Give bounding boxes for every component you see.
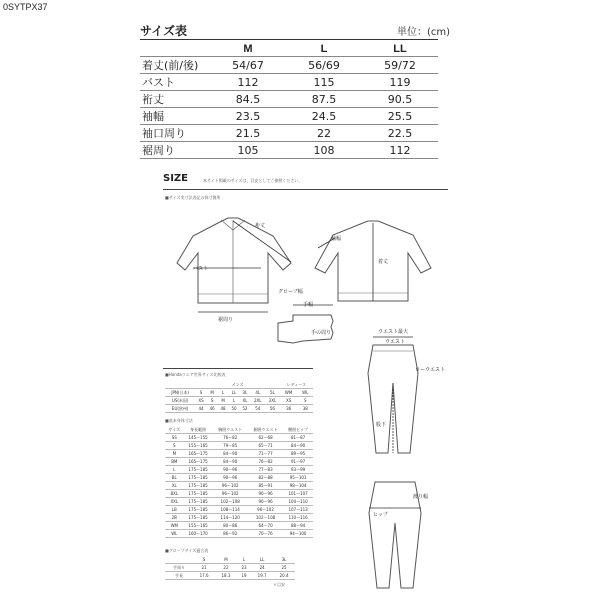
size-row xyxy=(140,108,438,125)
mini-table-cell: 手長 xyxy=(165,572,193,580)
mini-table-cell: 79～85 xyxy=(213,442,248,450)
mini-table-cell: 4L xyxy=(250,389,265,397)
mini-table-cell: SS xyxy=(165,434,184,442)
mini-table-cell: 3L xyxy=(273,556,295,564)
mini-table-cell xyxy=(165,556,193,564)
size-cell: 22.5 xyxy=(362,125,438,142)
mini-table-cell: 101～107 xyxy=(283,490,313,498)
mini-table-cell: WM xyxy=(165,522,184,530)
mini-table-cell: BM xyxy=(165,458,184,466)
body-size-table xyxy=(165,426,313,538)
size-row xyxy=(140,91,438,108)
mini-table-cell: S xyxy=(195,389,206,397)
mini-table-row xyxy=(165,474,313,482)
mini-table-cell: 54 xyxy=(250,405,265,413)
size-cell: 54/67 xyxy=(210,57,286,74)
size-row-label: 裄丈 xyxy=(140,91,210,108)
mini-table-cell: 94～100 xyxy=(283,530,313,538)
mini-table-cell: 48 xyxy=(218,405,229,413)
mini-table-cell: 手周り xyxy=(165,564,193,572)
header-m: M xyxy=(243,42,253,55)
mini-table-cell: 23 xyxy=(237,564,251,572)
mini-table-cell: レディース xyxy=(280,381,313,389)
mini-table-cell: 155～165 xyxy=(184,442,213,450)
size-row-label: バスト xyxy=(140,74,210,91)
mini-table-cell: 胴囲ウエスト xyxy=(248,426,283,434)
size-cell: 90.5 xyxy=(362,91,438,108)
mini-table-cell: 65～71 xyxy=(248,442,283,450)
mini-table-cell: 84～90 xyxy=(213,458,248,466)
mini-table-header xyxy=(165,426,313,434)
mini-table-cell: 2XL xyxy=(250,397,265,405)
mini-table-cell: LB xyxy=(165,506,184,514)
mini-table-cell: 82～88 xyxy=(248,474,283,482)
mini-table-cell: 91～97 xyxy=(283,458,313,466)
mini-table-cell: 93～99 xyxy=(283,466,313,474)
mini-table-row xyxy=(165,530,313,538)
size-cell: 84.5 xyxy=(210,91,286,108)
mini-table-cell: 108～114 xyxy=(213,506,248,514)
mini-table-header xyxy=(165,381,313,389)
size-cell: 23.5 xyxy=(210,108,286,125)
mini-table-cell: 80～86 xyxy=(213,522,248,530)
mini-table-cell: 86～92 xyxy=(213,530,248,538)
unit-label: 単位：(cm) xyxy=(397,27,451,38)
pants-front-drawing xyxy=(348,333,438,458)
sheet-rule-2 xyxy=(163,368,313,369)
mini-table-cell: 18.3 xyxy=(215,572,237,580)
mini-table-cell: 160～170 xyxy=(184,530,213,538)
mini-table-cell: XXL xyxy=(165,498,184,506)
body-section-title: ■基本身体寸法 xyxy=(165,418,193,423)
mini-table-cell: 104～110 xyxy=(283,498,313,506)
size-row xyxy=(140,74,438,91)
size-cell: 59/72 xyxy=(362,57,438,74)
sheet-rule xyxy=(163,189,448,190)
mini-table-row xyxy=(165,450,313,458)
mini-table-cell: XS xyxy=(195,397,206,405)
mini-table-cell: 24 xyxy=(251,564,273,572)
mini-table-cell: 107～113 xyxy=(283,506,313,514)
mini-table-cell: 102～108 xyxy=(248,514,283,522)
glove-section-title: ■グローブサイズ適合表 xyxy=(165,548,209,553)
mini-table-cell: 46 xyxy=(207,405,218,413)
size-cell: 105 xyxy=(210,142,286,159)
mini-table-cell xyxy=(165,381,195,389)
label-low-waist: ローウエスト xyxy=(415,367,446,373)
mini-table-cell: BXL xyxy=(165,490,184,498)
mini-table-cell: US(米国) xyxy=(165,397,195,405)
size-cell: 25.5 xyxy=(362,108,438,125)
mini-table-cell: L xyxy=(229,397,240,405)
label-hand-width: 手幅 xyxy=(303,302,314,308)
measure-section-title: ■サイズ実寸法表記の採寸箇所 xyxy=(165,195,221,200)
size-cell: 112 xyxy=(210,74,286,91)
mini-table-row xyxy=(165,482,313,490)
size-cell: 22 xyxy=(286,125,362,142)
mini-table-row xyxy=(165,389,313,397)
mini-table-cell: 20.4 xyxy=(273,572,295,580)
mini-table-cell: BL xyxy=(165,474,184,482)
mini-table-cell: 81～87 xyxy=(283,434,313,442)
mini-table-cell: L xyxy=(165,466,184,474)
mini-table-cell: 76～82 xyxy=(248,458,283,466)
label-hip: ヒップ xyxy=(373,512,388,518)
label-sleeve-width: 袖幅 xyxy=(331,236,342,242)
mini-table-cell: 5L xyxy=(265,389,280,397)
mini-table-cell: 36 xyxy=(280,405,298,413)
mini-table-cell: LL xyxy=(229,389,240,397)
mini-table-row xyxy=(165,458,313,466)
mini-table-cell: 胸囲ウエスト xyxy=(213,426,248,434)
mini-table-cell: 64～70 xyxy=(248,522,283,530)
mini-table-cell: 165～175 xyxy=(184,450,213,458)
label-glove-width: グローブ幅 xyxy=(278,289,303,295)
mini-table-row xyxy=(165,405,313,413)
mini-table-cell: LL xyxy=(251,556,273,564)
mini-table-cell: 95～101 xyxy=(283,474,313,482)
mini-table-cell: 17.6 xyxy=(193,572,215,580)
mini-table-row xyxy=(165,466,313,474)
mini-table-cell: M xyxy=(215,556,237,564)
label-waist-max: ウエスト最大 xyxy=(378,329,409,335)
mini-table-cell: 175～185 xyxy=(184,506,213,514)
sheet-note: 本サイト掲載のサイズは、目安としてご参照ください。 xyxy=(203,178,303,183)
mini-table-cell: 52 xyxy=(239,405,250,413)
mini-table-row xyxy=(165,556,295,564)
mini-table-cell: 175～185 xyxy=(184,474,213,482)
mini-table-cell: 175～185 xyxy=(184,490,213,498)
mini-table-cell: 90～96 xyxy=(213,466,248,474)
mini-table-cell: 175～185 xyxy=(184,466,213,474)
mini-table-cell: 110～116 xyxy=(283,514,313,522)
size-sheet xyxy=(163,173,448,593)
mini-table-cell: S xyxy=(193,556,215,564)
mini-table-row xyxy=(165,506,313,514)
mini-table-cell: 2B xyxy=(165,514,184,522)
mini-table-cell: XL xyxy=(239,397,250,405)
label-waist: ウエスト xyxy=(385,339,406,345)
mini-table-cell: WL xyxy=(297,389,313,397)
size-cell: 87.5 xyxy=(286,91,362,108)
divider xyxy=(140,39,438,40)
mini-table-cell: 114～120 xyxy=(213,514,248,522)
mini-table-cell: 19 xyxy=(237,572,251,580)
mini-table-cell: 3L xyxy=(239,389,250,397)
mini-table-cell: 19.7 xyxy=(251,572,273,580)
mini-table-row xyxy=(165,522,313,530)
mini-table-cell: L xyxy=(218,389,229,397)
mini-table-cell: 70～76 xyxy=(248,530,283,538)
size-cell: 112 xyxy=(362,142,438,159)
mini-table-cell: 21 xyxy=(193,564,215,572)
mini-table-cell: XS xyxy=(280,397,298,405)
size-row-label: 袖口周り xyxy=(140,125,210,142)
honda-section-title: ■Hondaウエア世界サイズ比較表 xyxy=(165,372,226,377)
mini-table-cell: 175～185 xyxy=(184,498,213,506)
mini-table-cell: 175～185 xyxy=(184,514,213,522)
mini-table-cell: 88～94 xyxy=(283,522,313,530)
mini-table-row xyxy=(165,490,313,498)
mini-table-cell: 22 xyxy=(215,564,237,572)
mini-table-cell: S xyxy=(207,397,218,405)
size-row xyxy=(140,142,438,159)
mini-table-cell: サイズ xyxy=(165,426,184,434)
size-cell: 119 xyxy=(362,74,438,91)
product-code: 0SYTPX37 xyxy=(3,2,48,12)
mini-table-cell: 25 xyxy=(273,564,295,572)
size-row-label: 裾周り xyxy=(140,142,210,159)
mini-table-cell: 38 xyxy=(297,405,313,413)
mini-table-cell: 3XL xyxy=(265,397,280,405)
mini-table-row xyxy=(165,434,313,442)
size-table-title: サイズ表 xyxy=(140,24,188,38)
mini-table-cell: 56 xyxy=(265,405,280,413)
mini-table-row xyxy=(165,397,313,405)
mini-table-cell: 腰囲ヒップ xyxy=(283,426,313,434)
mini-table-cell: XL xyxy=(165,482,184,490)
mini-table-cell: 身長範囲 xyxy=(184,426,213,434)
mini-table-cell: 77～83 xyxy=(248,466,283,474)
size-row-label: 着丈(前/後) xyxy=(140,57,210,74)
label-hem: 裾周り xyxy=(218,317,234,323)
mini-table-cell: 90～96 xyxy=(248,498,283,506)
mini-table-cell: WM xyxy=(280,389,298,397)
mini-table-cell: 102～108 xyxy=(213,498,248,506)
mini-table-cell: 96～102 xyxy=(213,490,248,498)
label-thigh: 渡り幅 xyxy=(413,494,429,500)
mini-table-cell: WL xyxy=(165,530,184,538)
size-cell: 115 xyxy=(286,74,362,91)
mini-table-cell: S xyxy=(165,442,184,450)
mini-table-cell: 76～82 xyxy=(213,434,248,442)
mini-table-row xyxy=(165,572,295,580)
mini-table-cell: 62～68 xyxy=(248,434,283,442)
mini-table-cell: 96～102 xyxy=(248,506,283,514)
size-row xyxy=(140,57,438,74)
mini-table-cell: 98～104 xyxy=(283,482,313,490)
mini-table-row xyxy=(165,564,295,572)
footnote: ＊目安 xyxy=(273,582,285,587)
mini-table-cell: 71～77 xyxy=(248,450,283,458)
header-ll: LL xyxy=(393,42,407,55)
mini-table-cell: 84～90 xyxy=(283,442,313,450)
mini-table-cell: 89～95 xyxy=(283,450,313,458)
mini-table-cell: JPN(日本) xyxy=(165,389,195,397)
mini-table-cell: メンズ xyxy=(195,381,279,389)
size-table xyxy=(140,41,438,159)
mini-table-cell: M xyxy=(207,389,218,397)
mini-table-row xyxy=(165,514,313,522)
size-cell: 24.5 xyxy=(286,108,362,125)
glove-size-table xyxy=(165,556,295,580)
mini-table-cell: 145～155 xyxy=(184,434,213,442)
label-yukitake: 裄丈 xyxy=(255,223,266,229)
mini-table-cell: 85～91 xyxy=(248,482,283,490)
size-cell: 21.5 xyxy=(210,125,286,142)
mini-table-cell: L xyxy=(237,556,251,564)
mini-table-row xyxy=(165,442,313,450)
mini-table-row xyxy=(165,498,313,506)
size-cell: 108 xyxy=(286,142,362,159)
mini-table-cell: 165～175 xyxy=(184,458,213,466)
label-length: 着丈 xyxy=(378,259,389,265)
header-empty xyxy=(140,41,210,57)
mini-table-cell: 84～90 xyxy=(213,450,248,458)
mini-table-cell: 96～102 xyxy=(213,482,248,490)
size-row-label: 袖幅 xyxy=(140,108,210,125)
mini-table-cell: 50 xyxy=(229,405,240,413)
label-inseam: 股下 xyxy=(376,422,387,428)
size-row xyxy=(140,125,438,142)
sheet-heading: SIZE xyxy=(163,173,189,184)
mini-table-cell: 175～185 xyxy=(184,482,213,490)
mini-table-cell: EU(欧州) xyxy=(165,405,195,413)
mini-table-cell: S xyxy=(297,397,313,405)
mini-table-cell: M xyxy=(218,397,229,405)
honda-size-table xyxy=(165,381,313,413)
label-palm: 手の周り xyxy=(311,330,332,336)
mini-table-cell: 90～96 xyxy=(248,490,283,498)
label-bust: バスト xyxy=(193,266,209,272)
size-header-row xyxy=(140,41,438,57)
size-cell: 56/69 xyxy=(286,57,362,74)
mini-table-cell: 44 xyxy=(195,405,206,413)
mini-table-cell: 90～96 xyxy=(213,474,248,482)
header-l: L xyxy=(320,42,328,55)
mini-table-cell: 155～165 xyxy=(184,522,213,530)
mini-table-cell: M xyxy=(165,450,184,458)
